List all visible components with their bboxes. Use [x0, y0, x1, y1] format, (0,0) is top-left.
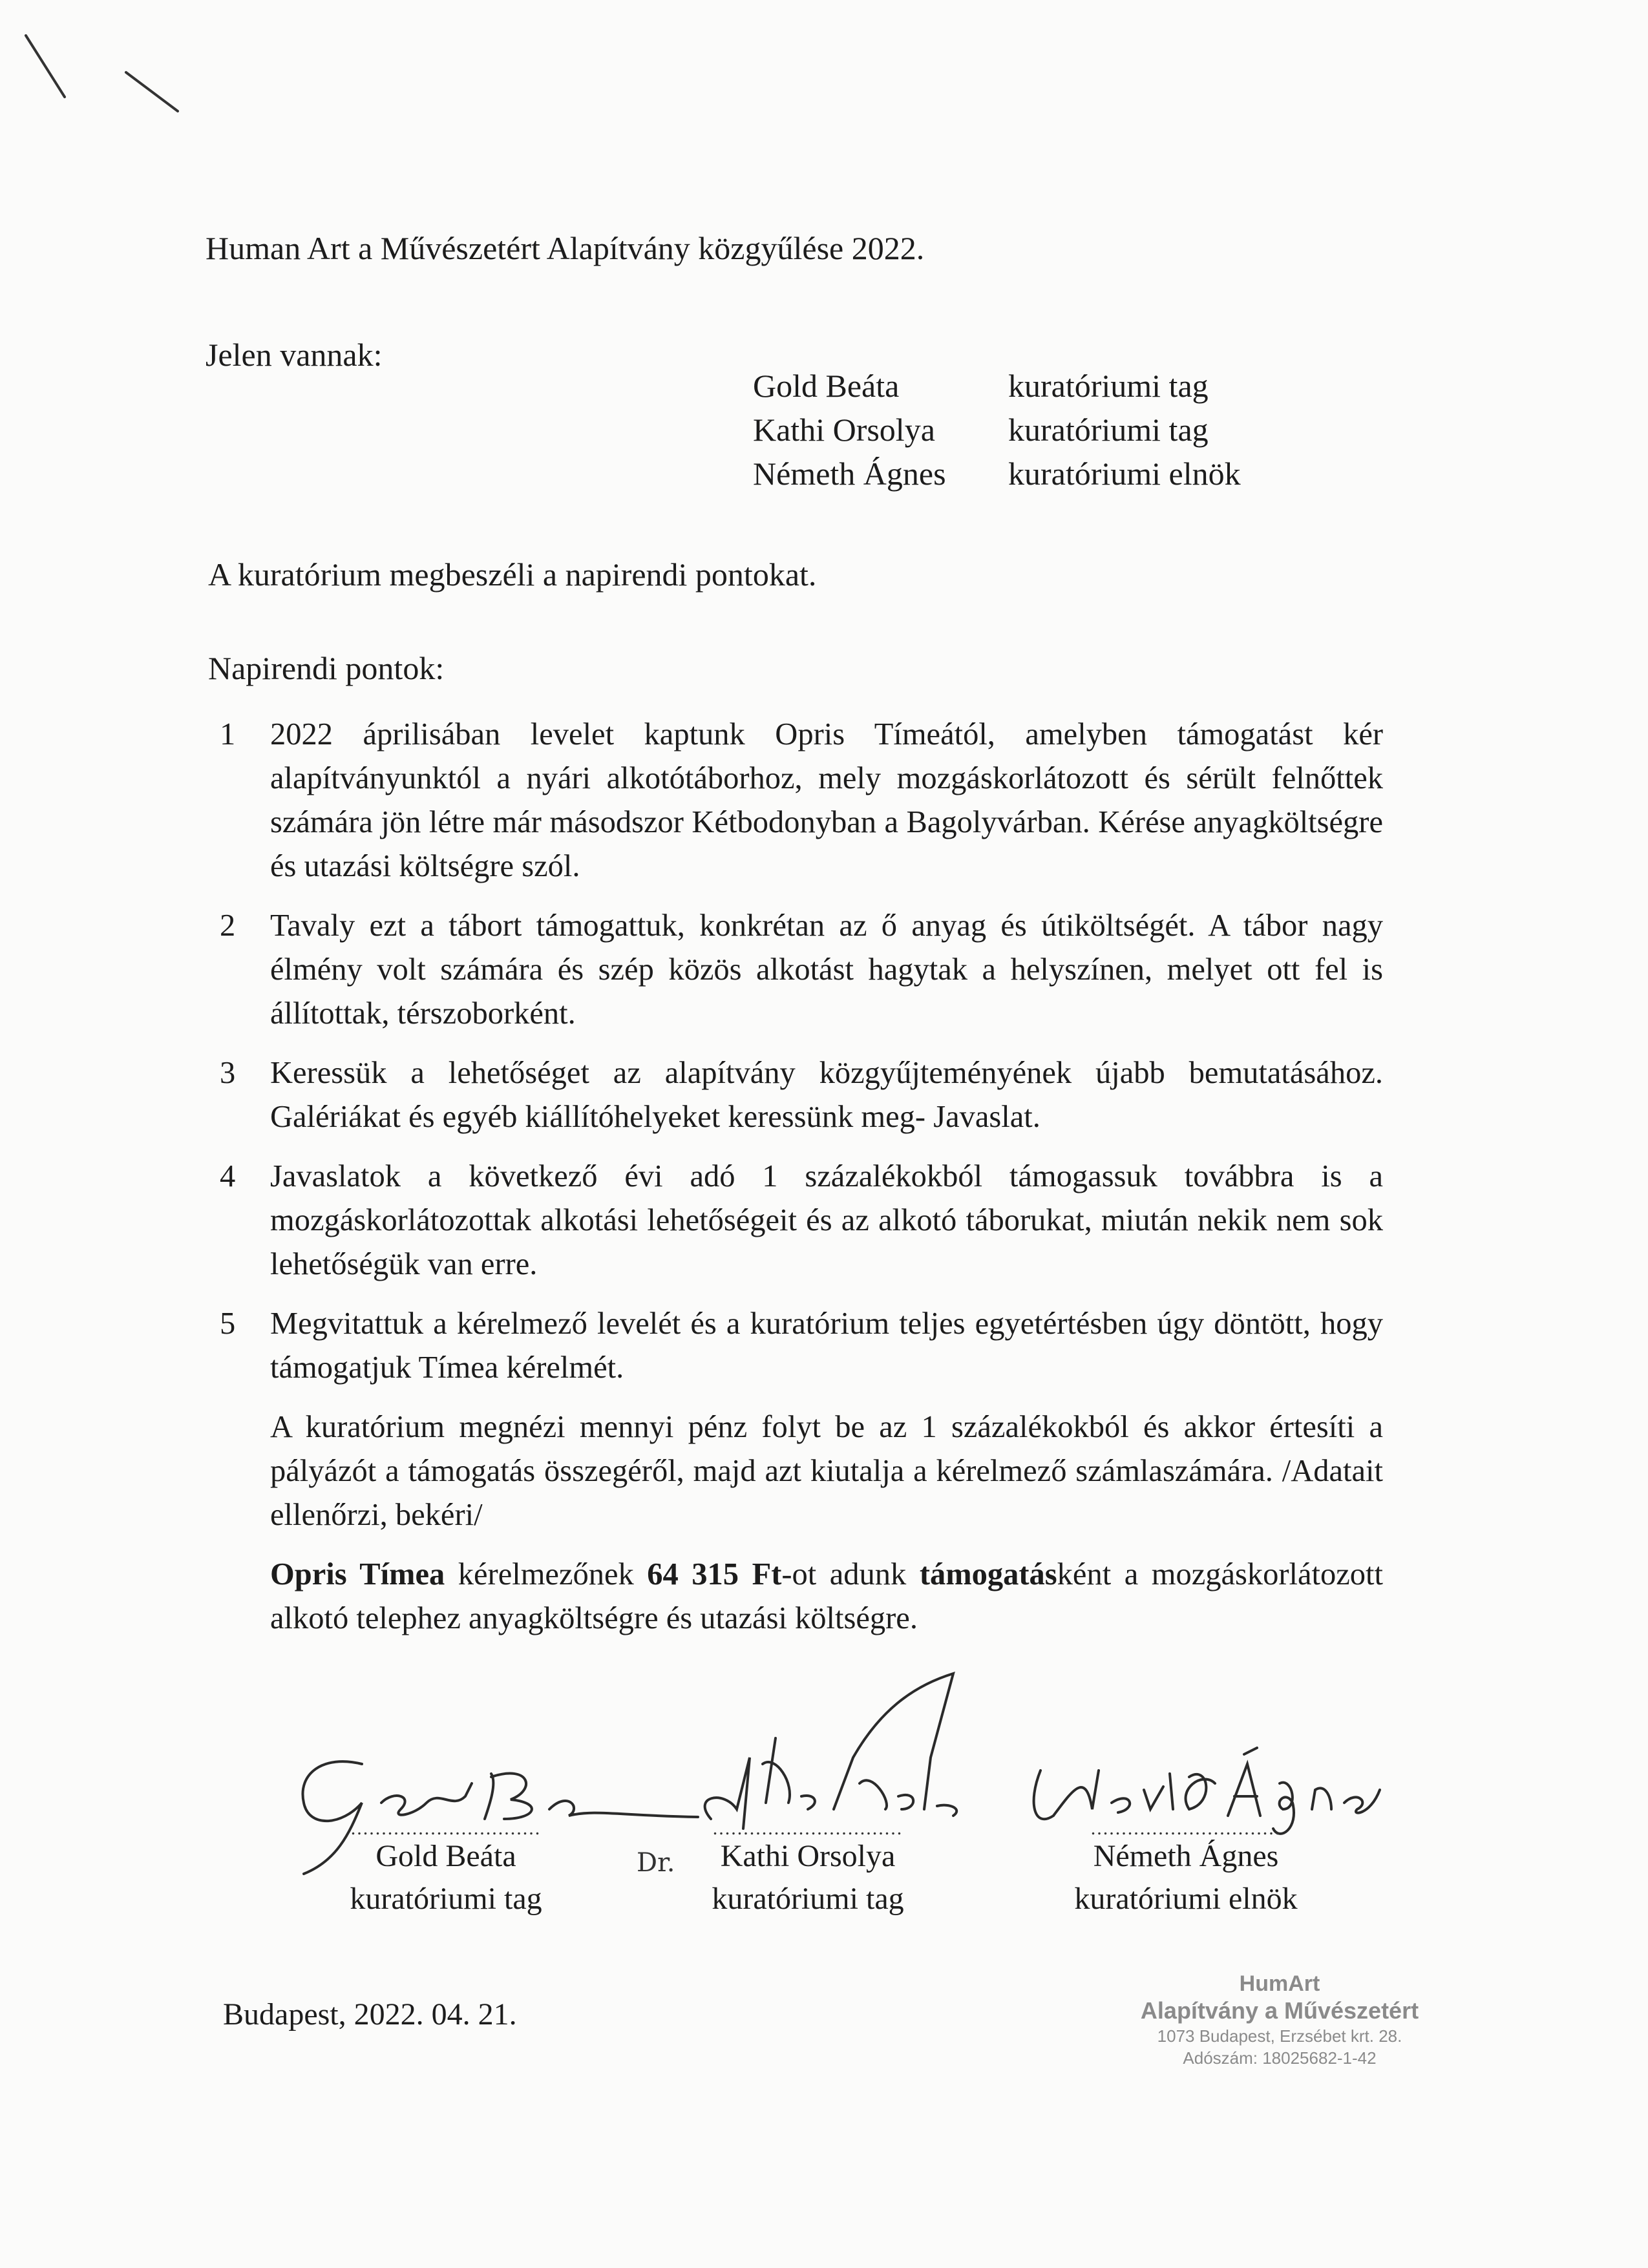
signature-block-gold — [284, 1818, 607, 1920]
agenda-item — [220, 904, 1383, 1036]
decision-text-1: kérelmezőnek — [445, 1557, 648, 1591]
agenda-item — [220, 1302, 1383, 1390]
agenda-number: 2 — [220, 908, 236, 943]
followup-paragraph: A kuratórium megnézi mennyi pénz folyt be az 1 százalékokból és akkor értesíti a pályázót a támogatás összegéről, majd azt kiutalja a kérelmező számlaszámára. /Adatait ellenőrzi, bekéri/ — [270, 1410, 1383, 1532]
decision-text-2: -ot adunk — [781, 1557, 920, 1591]
signer-name: Gold Beáta — [375, 1839, 516, 1873]
agenda-number: 3 — [220, 1056, 236, 1090]
support-word: támogatás — [919, 1557, 1057, 1591]
agenda-number: 5 — [220, 1307, 236, 1341]
attendee-row — [753, 367, 1241, 411]
document-title: Human Art a Művészetért Alapítvány közgyűlése 2022. — [206, 230, 925, 266]
attendee-name: Gold Beáta — [753, 368, 900, 404]
attendee-role: kuratóriumi tag — [1008, 368, 1209, 404]
decision-text-3: ként a mozgáskorlátozott alkotó telephez anyagköltségre és utazási költségre. — [270, 1557, 1384, 1635]
signature-line: ............................... — [1090, 1818, 1282, 1839]
signature-block-kathi — [640, 1818, 976, 1920]
applicant-name: Opris Tímea — [270, 1557, 445, 1591]
attendee-row — [753, 455, 1241, 499]
signer-role: kuratóriumi tag — [350, 1882, 542, 1916]
agenda-item — [220, 1051, 1383, 1139]
agenda-heading: Napirendi pontok: — [208, 650, 445, 686]
signer-role: kuratóriumi elnök — [1074, 1882, 1298, 1916]
support-amount: 64 315 Ft — [647, 1557, 782, 1591]
stamp-line-3: 1073 Budapest, Erzsébet krt. 28. — [1157, 2026, 1402, 2046]
attendee-role: kuratóriumi tag — [1008, 412, 1209, 448]
agenda-text: 2022 áprilisában levelet kaptunk Opris Tímeától, amelyben támogatást kér alapítványunktól a nyári alkotótáborhoz, mely mozgáskorlátozott és sérült felnőttek számára jön létre már másodszor Kétbodonyban a Bagolyvárban. Kérése anyagköltségre és utazási költségre szól. — [270, 717, 1383, 883]
agenda-number: 4 — [220, 1159, 236, 1193]
agenda-number: 1 — [220, 717, 236, 751]
document-date: Budapest, 2022. 04. 21. — [223, 1997, 517, 2032]
signer-role: kuratóriumi tag — [712, 1882, 904, 1916]
attendee-row — [753, 411, 1241, 455]
attendee-name: Németh Ágnes — [753, 456, 946, 492]
attendee-role: kuratóriumi elnök — [1008, 456, 1241, 492]
agenda-text: Javaslatok a következő évi adó 1 százalékokból támogassuk továbbra is a mozgáskorlátozottak alkotási lehetőségeit és az alkotó táborukat, miután nekik nem sok lehetőségük van erre. — [270, 1159, 1383, 1281]
intro-text: A kuratórium megbeszéli a napirendi pontokat. — [208, 556, 817, 593]
signature-line: ............................... — [350, 1818, 542, 1839]
attendee-list — [753, 367, 1241, 499]
corner-scratch-marks — [26, 36, 178, 111]
organization-stamp — [1099, 1971, 1461, 2069]
signer-name: Kathi Orsolya — [720, 1839, 896, 1873]
signer-name: Németh Ágnes — [1093, 1839, 1279, 1873]
stamp-line-1: HumArt — [1239, 1971, 1320, 1996]
stamp-line-2: Alapítvány a Művészetért — [1140, 1997, 1419, 2024]
attendance-label: Jelen vannak: — [206, 337, 383, 373]
handwritten-dr-prefix: Dr. — [637, 1848, 675, 1878]
attendee-name: Kathi Orsolya — [753, 412, 935, 448]
agenda-text: Tavaly ezt a tábort támogattuk, konkrétan az ő anyag és útiköltségét. A tábor nagy élmény volt számára és szép közös alkotást hagytak a helyszínen, melyet ott fel is állítottak, térszoborként. — [270, 908, 1383, 1031]
signature-block-nemeth — [1024, 1818, 1347, 1920]
decision-paragraph — [270, 1553, 1383, 1641]
signature-kathi-orsolya — [705, 1674, 957, 1829]
agenda-item — [220, 1155, 1383, 1286]
stamp-line-4: Adószám: 18025682-1-42 — [1183, 2048, 1377, 2068]
agenda-text: Megvitattuk a kérelmező levelét és a kuratórium teljes egyetértésben úgy döntött, hogy támogatjuk Tímea kérelmét. — [270, 1307, 1383, 1385]
agenda-item — [220, 713, 1383, 888]
signature-line: ............................... — [712, 1818, 903, 1839]
agenda-list — [220, 713, 1383, 1656]
agenda-text: Keressük a lehetőséget az alapítvány közgyűjteményének újabb bemutatásához. Galériákat és egyéb kiállítóhelyeket keressünk meg- Javaslat. — [270, 1056, 1383, 1134]
